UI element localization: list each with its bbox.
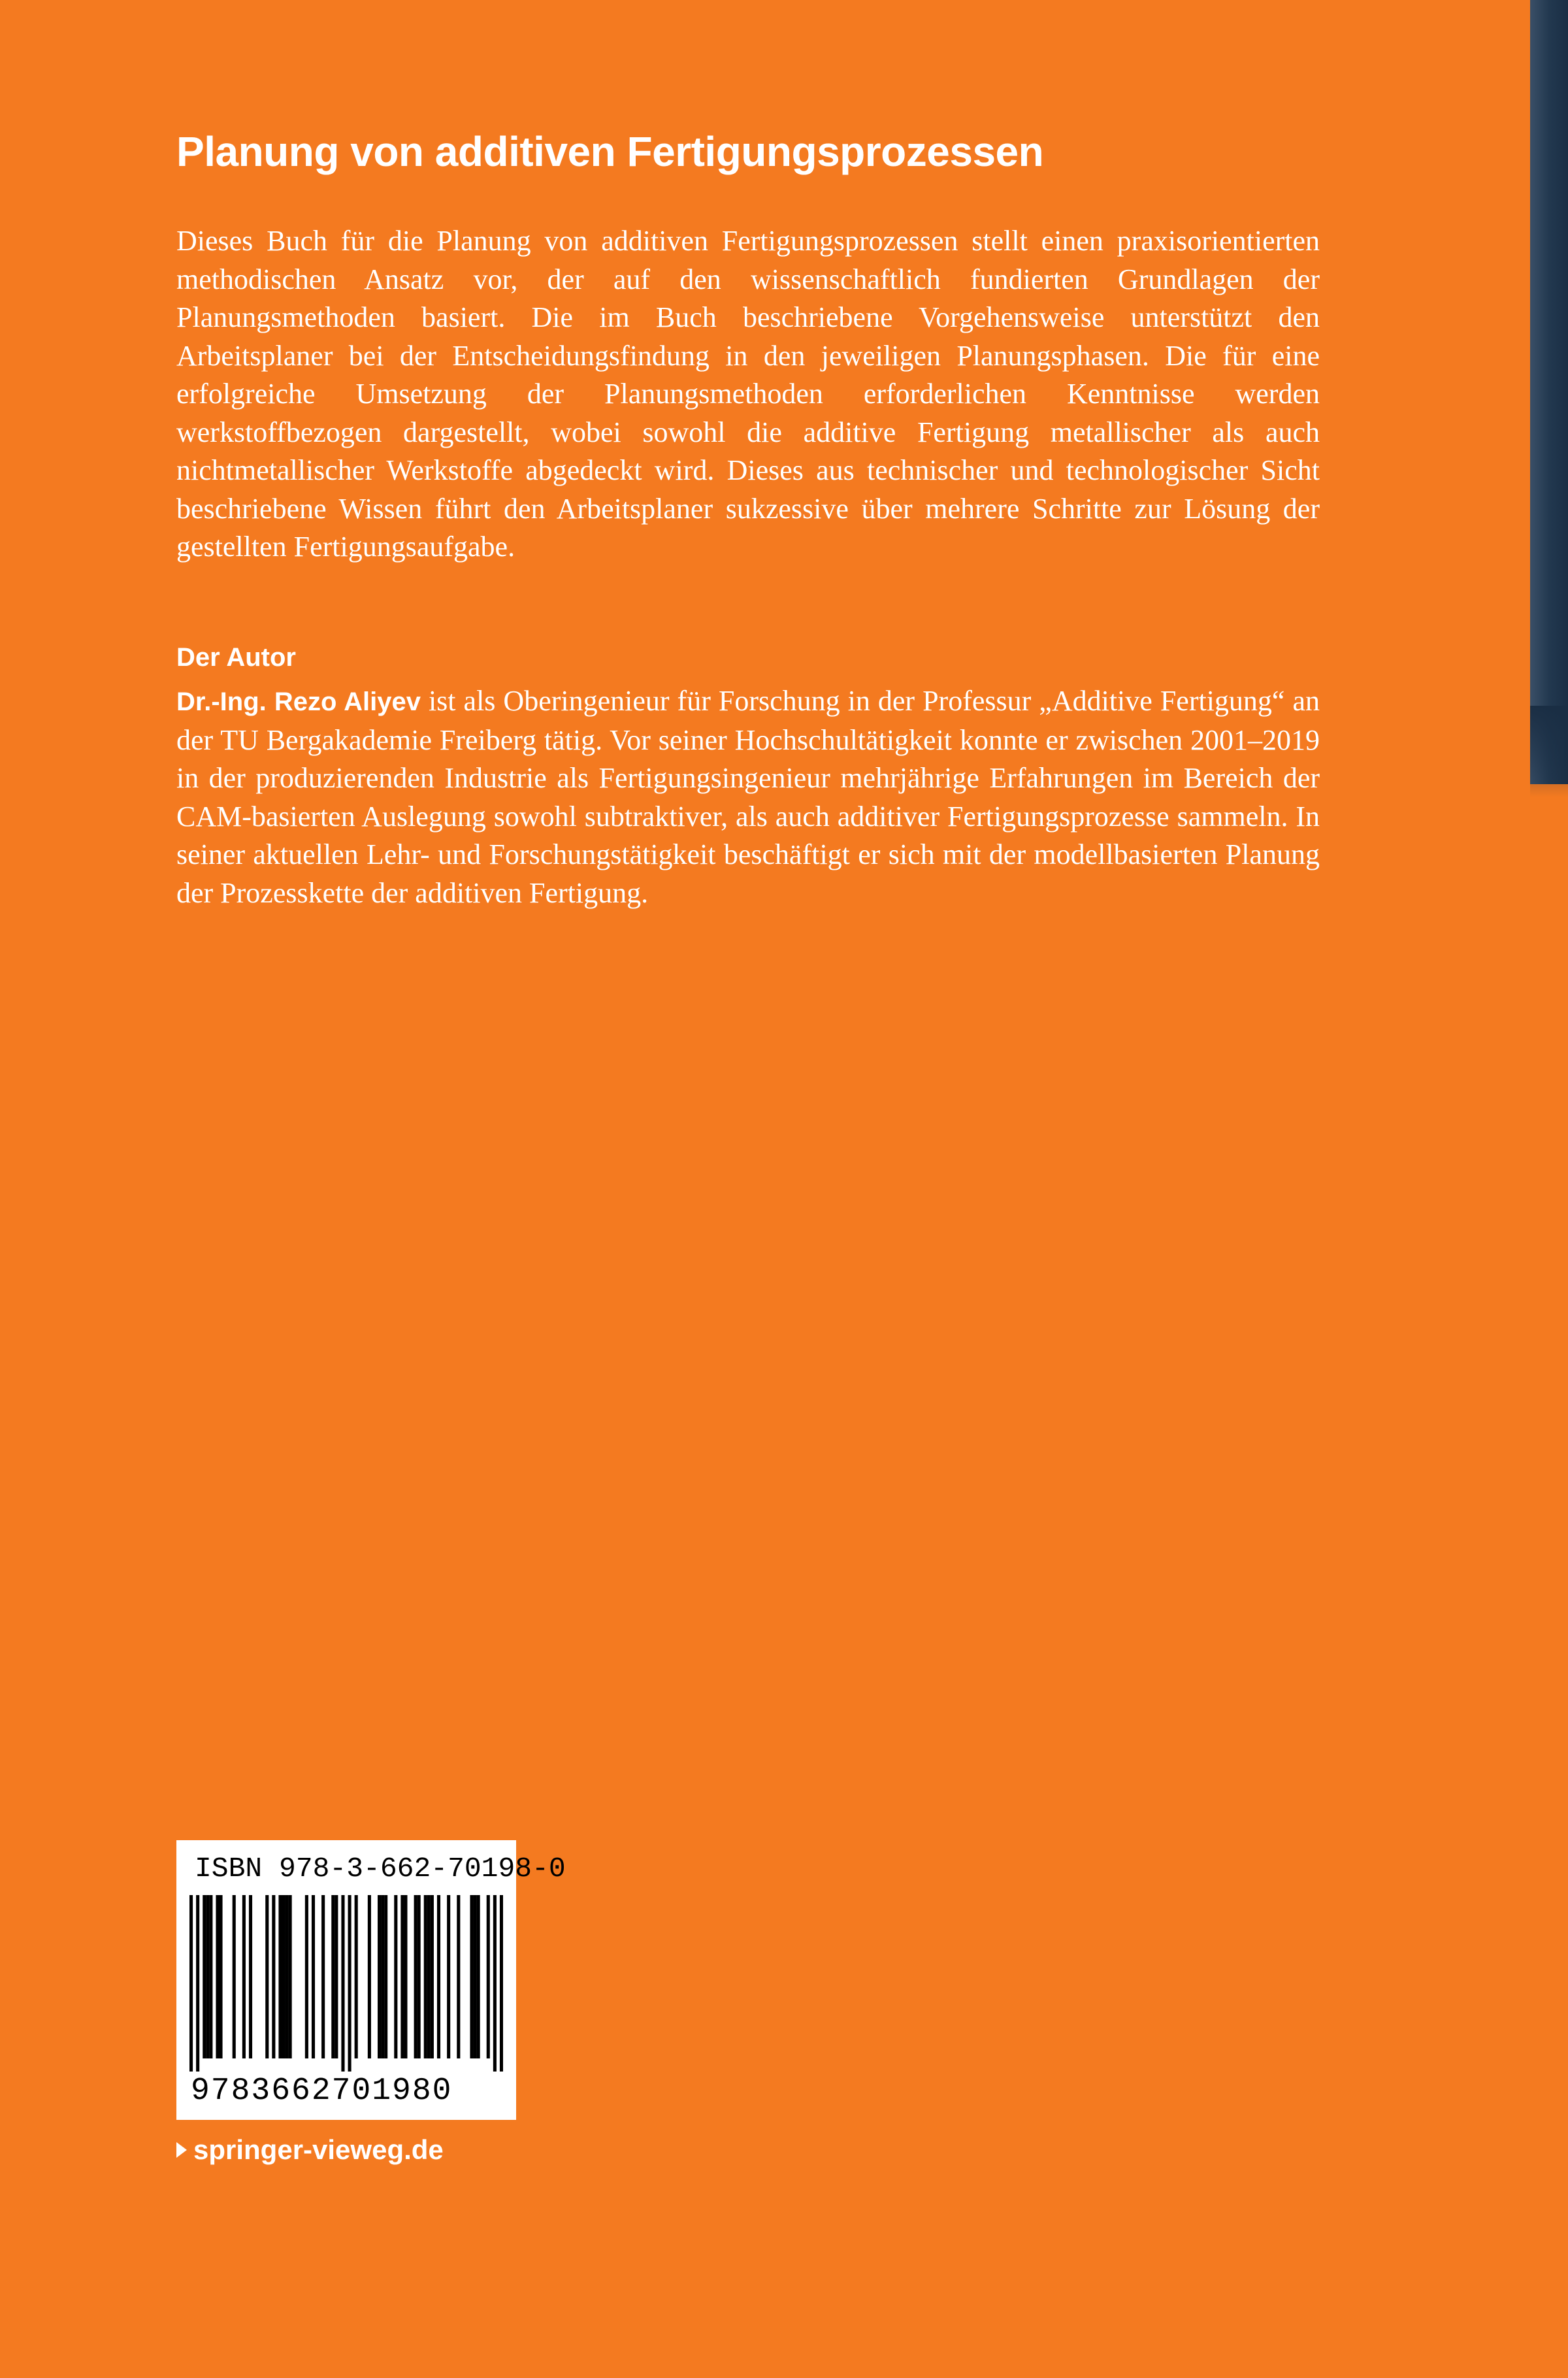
- barcode-bar: [414, 1895, 417, 2058]
- barcode-bar: [305, 1895, 308, 2058]
- barcode-bar: [355, 1895, 358, 2058]
- barcode-digits: 9783662701980: [191, 2073, 453, 2109]
- barcode-bar: [209, 1895, 212, 2058]
- barcode-bar: [417, 1895, 421, 2058]
- barcode-bar: [394, 1895, 397, 2058]
- book-description: Dieses Buch für die Planung von additiven Fertigungsprozessen stellt einen praxisorientierten methodischen Ansatz vor, der auf den wissenschaftlich fundierten Grundlagen der Planungsmethoden basiert. Die im Buch beschriebene Vorgehensweise unterstützt den Arbeitsplaner bei der Entscheidungsfindung in den jeweiligen Planungsphasen. Die für eine erfolgreiche Umsetzung der Planungsmethoden erforderlichen Kenntnisse werden werkstoffbezogen dargestellt, wobei sowohl die additive Fertigung metallischer als auch nichtmetallischer Werkstoffe abgedeckt wird. Dieses aus technischer und technologischer Sicht beschriebene Wissen führt den Arbeitsplaner sukzessive über mehrere Schritte zur Lösung der gestellten Fertigungsaufgabe.: [176, 225, 1320, 563]
- barcode-bar: [493, 1895, 497, 2072]
- barcode-bar: [470, 1895, 473, 2058]
- isbn-label: ISBN 978-3-662-70198-0: [195, 1853, 566, 1885]
- barcode-bar: [265, 1895, 269, 2058]
- barcode-bar: [500, 1895, 503, 2072]
- barcode-bar: [447, 1895, 450, 2058]
- barcode-bars: [189, 1895, 503, 2072]
- barcode-bar: [282, 1895, 285, 2058]
- barcode-bar: [203, 1895, 206, 2058]
- author-bio-text: ist als Oberingenieur für Forschung in der Professur „Additive Fertigung“ an der TU Bergakademie Freiberg tätig. Vor seiner Hochschultätigkeit konnte er zwischen 2001–2019 in der produzierenden Industrie als Fertigungsingenieur mehrjährige Erfahrungen im Bereich der CAM-basierten Auslegung sowohl subtraktiver, als auch additiver Fertigungsprozesse sammeln. In seiner aktuellen Lehr- und Forschungstätigkeit beschäftigt er sich mit der modellbasierten Planung der Prozesskette der additiven Fertigung.: [176, 685, 1320, 909]
- author-name: Dr.-Ing. Rezo Aliyev: [176, 687, 421, 716]
- barcode-bar: [242, 1895, 246, 2058]
- barcode-bar: [331, 1895, 335, 2058]
- barcode-bar: [474, 1895, 477, 2058]
- barcode-bar: [278, 1895, 282, 2058]
- barcode-bar: [335, 1895, 338, 2058]
- barcode-bar: [437, 1895, 440, 2058]
- barcode-bar: [400, 1895, 404, 2058]
- barcode-bar: [249, 1895, 252, 2058]
- barcode-bar: [381, 1895, 384, 2058]
- spine-edge: [1530, 0, 1568, 784]
- barcode-bar: [189, 1895, 193, 2072]
- barcode-bar: [219, 1895, 222, 2058]
- barcode-bar: [487, 1895, 490, 2058]
- arrow-right-icon: [176, 2142, 187, 2158]
- barcode-bar: [477, 1895, 480, 2058]
- barcode-bar: [286, 1895, 289, 2058]
- barcode-bar: [424, 1895, 427, 2058]
- isbn-barcode: [176, 1840, 566, 2120]
- publisher-website-text: springer-vieweg.de: [193, 2134, 444, 2165]
- barcode-bar: [196, 1895, 199, 2072]
- barcode-bar: [378, 1895, 381, 2058]
- barcode-bar: [272, 1895, 275, 2058]
- barcode-bar: [457, 1895, 460, 2058]
- publisher-website-link[interactable]: [176, 2132, 444, 2168]
- barcode-bar: [348, 1895, 351, 2072]
- book-title: Planung von additiven Fertigungsprozessen: [176, 128, 1044, 175]
- barcode-bar: [341, 1895, 344, 2072]
- barcode-bar: [431, 1895, 434, 2058]
- barcode-bar: [368, 1895, 371, 2058]
- barcode-bar: [312, 1895, 315, 2058]
- spine-edge-shadow: [1530, 706, 1568, 797]
- barcode-bar: [206, 1895, 209, 2058]
- author-heading: Der Autor: [176, 643, 296, 672]
- barcode-bar: [404, 1895, 407, 2058]
- author-bio: [176, 682, 1320, 912]
- barcode-bar: [427, 1895, 431, 2058]
- barcode-bar: [216, 1895, 219, 2058]
- barcode-bar: [289, 1895, 292, 2058]
- barcode-bar: [321, 1895, 325, 2058]
- barcode-bar: [384, 1895, 387, 2058]
- barcode-bar: [233, 1895, 236, 2058]
